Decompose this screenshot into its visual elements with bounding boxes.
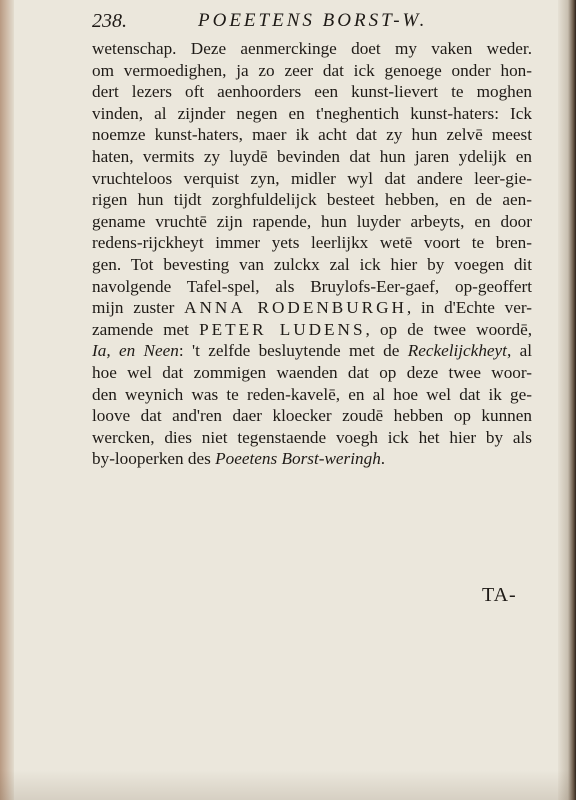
text-span: , al — [506, 341, 533, 361]
text-line — [92, 189, 532, 211]
text-span: gename vruchtē zijn rapende, hun luyder arbeyts, en door — [92, 211, 532, 231]
text-span: noemze kunst-haters, maer ik acht dat zy hun zelvē meest — [92, 125, 532, 145]
binding-gutter — [0, 0, 14, 800]
text-span: mijn zuster — [92, 298, 185, 318]
text-line — [92, 38, 532, 60]
running-header — [92, 8, 532, 36]
text-span: wercken, dies niet tegenstaende voegh ick het hier by als — [92, 427, 532, 447]
text-span: redens-rijckheyt immer yets leerlijkx wetē voort te bren- — [92, 233, 532, 253]
text-span: vinden, al zijnder negen en t'neghentich kunst-haters: Ick — [92, 103, 532, 123]
text-line — [92, 124, 532, 146]
text-line — [92, 405, 532, 427]
text-span: den weynich was te reden-kavelē, en al hoe wel dat ik ge- — [92, 384, 532, 404]
person-name: PETER LUDENS — [199, 319, 366, 339]
text-line — [92, 427, 532, 449]
text-span: loove dat and'ren daer kloecker zoudē hebben op kunnen — [92, 406, 532, 426]
text-line — [92, 103, 532, 125]
text-span: haten, vermits zy luydē bevinden dat hun jaren ydelijk en — [92, 146, 532, 166]
text-line — [92, 319, 532, 341]
catchword: TA- — [482, 584, 517, 606]
text-line — [92, 254, 532, 276]
page-number: 238. — [92, 10, 127, 32]
text-line — [92, 384, 532, 406]
page-edge — [558, 0, 576, 800]
text-span: om vermoedighen, ja zo zeer dat ick genoege onder hon- — [92, 60, 532, 80]
text-line — [92, 211, 532, 233]
text-span: dert lezers oft aenhoorders een kunst-lievert te moghen — [92, 82, 532, 102]
text-span: by-looperken des — [92, 449, 216, 469]
text-span: wetenschap. Deze aenmerckinge doet my vaken weder. — [92, 39, 532, 58]
text-line — [92, 232, 532, 254]
running-title: POEETENS BORST-W. — [198, 10, 428, 31]
text-line — [92, 448, 532, 470]
body-text — [92, 38, 532, 470]
text-span: : 't zelfde besluytende met de — [178, 341, 408, 361]
text-span: , op de twee woordē, — [365, 319, 532, 339]
text-line — [92, 81, 532, 103]
text-line — [92, 340, 532, 362]
italic-phrase: Poeetens Borst-weringh — [215, 449, 381, 469]
text-span: vruchteloos verquist zyn, midler wyl dat andere leer-gie- — [92, 168, 532, 188]
text-line — [92, 276, 532, 298]
text-span: zamende met — [92, 319, 200, 339]
text-line — [92, 146, 532, 168]
text-span: gen. Tot bevesting van zulckx zal ick hier by voegen dit — [92, 254, 532, 274]
italic-phrase: Ia, en Neen — [92, 341, 179, 361]
text-line — [92, 168, 532, 190]
text-span: , in d'Echte ver- — [406, 298, 532, 318]
page-shadow — [0, 770, 576, 800]
text-span: navolgende Tafel-spel, als Bruylofs-Eer-gaef, op-geoffert — [92, 276, 532, 296]
person-name: ANNA RODENBURGH — [184, 298, 407, 318]
text-line — [92, 60, 532, 82]
text-line — [92, 362, 532, 384]
italic-phrase: Reckelijckheyt — [407, 341, 507, 361]
text-span: . — [380, 449, 386, 469]
text-line — [92, 297, 532, 319]
text-span: hoe wel dat zommigen waenden dat op deze twee woor- — [92, 362, 532, 382]
text-span: rigen hun tijdt zorghfuldelijck besteet hebben, en de aen- — [92, 190, 532, 210]
